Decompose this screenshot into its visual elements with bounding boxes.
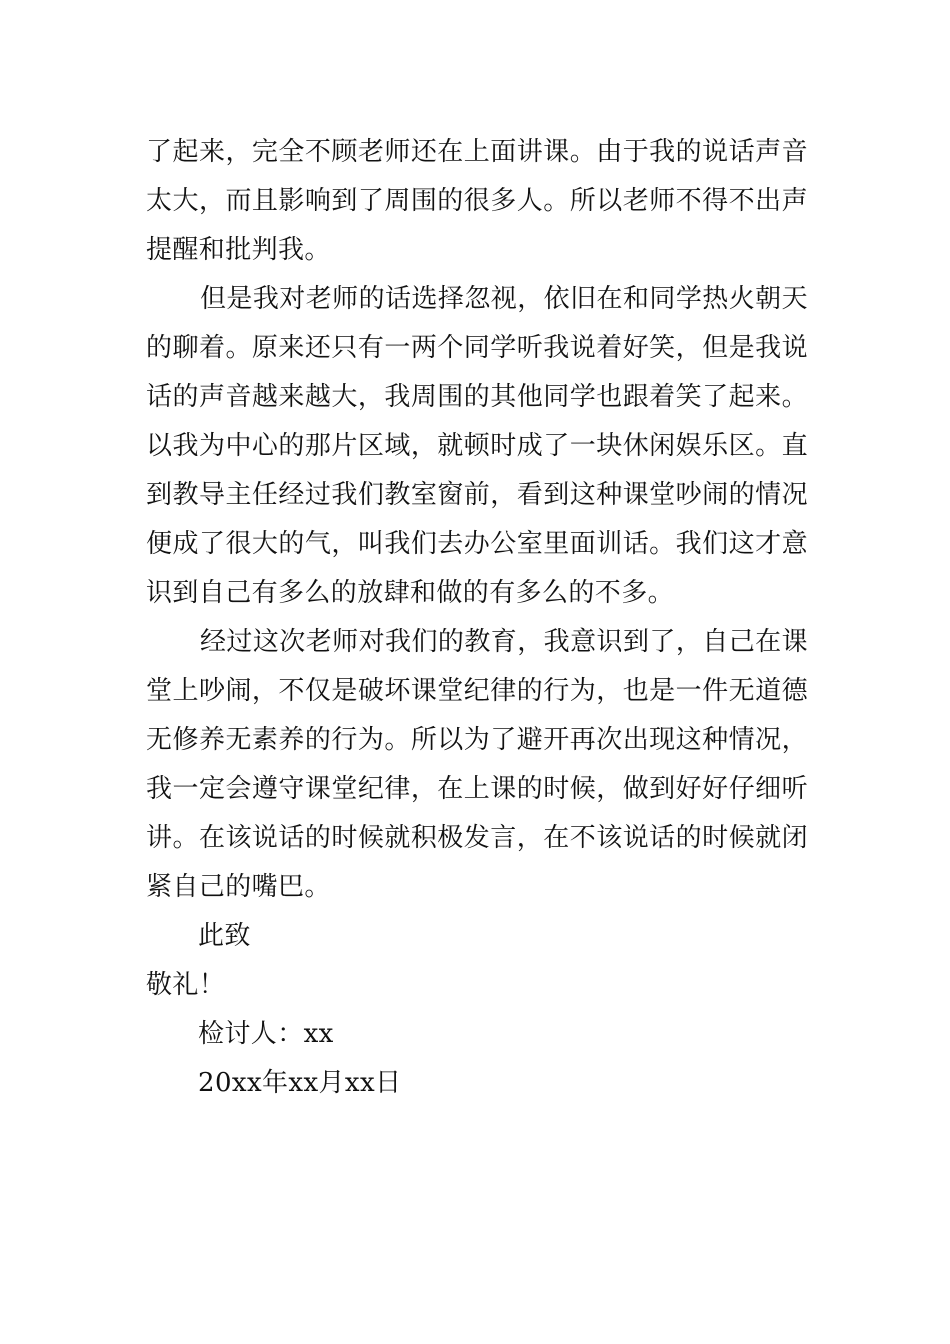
- closing-respect: 敬礼！: [146, 970, 226, 1000]
- paragraph-continuation: 了起来，完全不顾老师还在上面讲课。由于我的说话声音太大，而且影响到了周围的很多人。所以老师不得不出声提醒和批判我。: [146, 137, 808, 265]
- closing-salutation: 此致: [198, 921, 251, 951]
- date-line: 20xx年xx月xx日: [198, 1068, 402, 1098]
- signature-line: 检讨人：xx: [198, 1019, 334, 1049]
- paragraph-reflection: 经过这次老师对我们的教育，我意识到了，自己在课堂上吵闹，不仅是破坏课堂纪律的行为，也是一件无道德无修养无素养的行为。所以为了避开再次出现这种情况，我一定会遵守课堂纪律，在上课的时候，做到好好仔细听讲。在该说话的时候就积极发言，在不该说话的时候就闭紧自己的嘴巴。: [146, 627, 808, 902]
- document-body: [146, 128, 808, 1108]
- paragraph-ignoring-teacher: 但是我对老师的话选择忽视，依旧在和同学热火朝天的聊着。原来还只有一两个同学听我说着好笑，但是我说话的声音越来越大，我周围的其他同学也跟着笑了起来。以我为中心的那片区域，就顿时成了一块休闲娱乐区。直到教导主任经过我们教室窗前，看到这种课堂吵闹的情况便成了很大的气，叫我们去办公室里面训话。我们这才意识到自己有多么的放肆和做的有多么的不多。: [146, 284, 808, 608]
